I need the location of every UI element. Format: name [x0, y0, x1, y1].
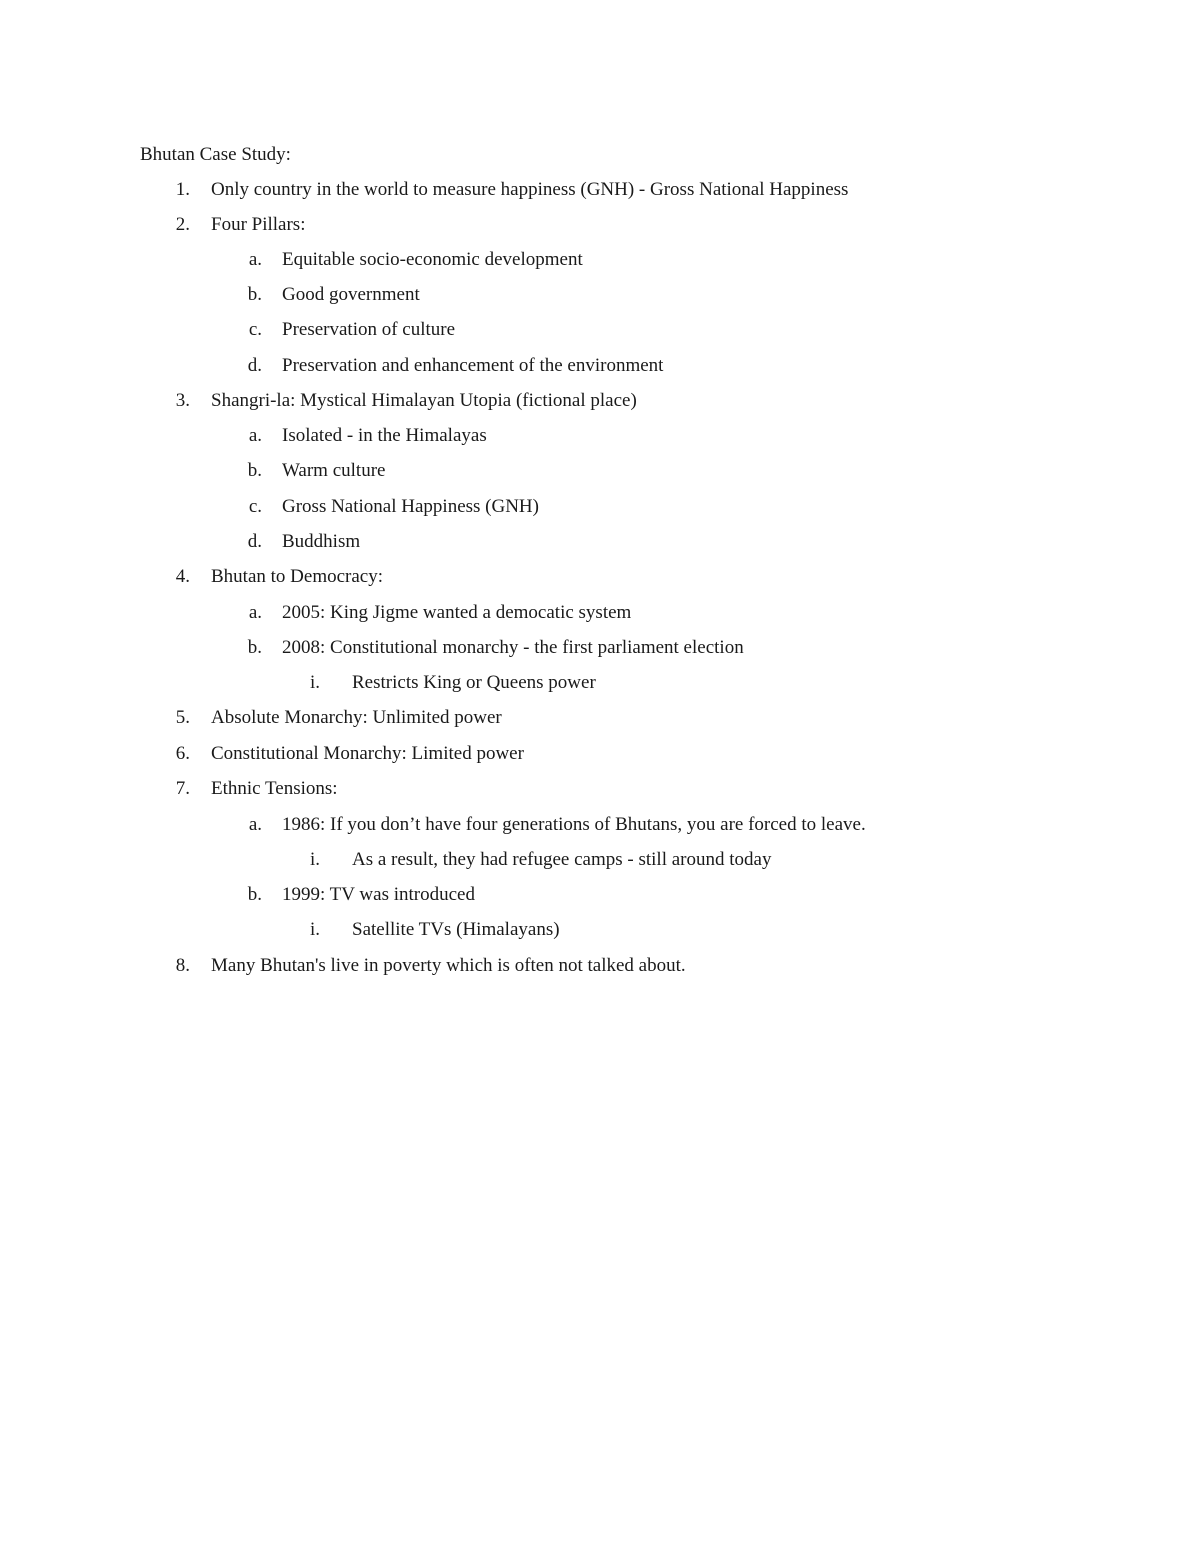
list-item: Constitutional Monarchy: Limited power [211, 743, 524, 764]
list-marker: b. [247, 637, 262, 658]
list-marker: a. [248, 602, 262, 623]
list-item: Isolated - in the Himalayas [282, 425, 487, 446]
list-item: 2008: Constitutional monarchy - the first parliament election [282, 637, 744, 658]
document-title: Bhutan Case Study: [140, 144, 291, 165]
list-item: Equitable socio-economic development [282, 249, 583, 270]
list-item: Preservation of culture [282, 319, 456, 340]
list-item: Satellite TVs (Himalayans) [352, 919, 560, 940]
list-marker: d. [247, 531, 262, 552]
list-item: Bhutan to Democracy: [211, 566, 384, 587]
list-item: Four Pillars: [211, 214, 306, 235]
list-item: Buddhism [282, 531, 361, 552]
list-item: Good government [282, 284, 420, 305]
list-marker: 5. [175, 707, 190, 728]
list-marker: i. [309, 849, 320, 870]
list-marker: 2. [175, 214, 190, 235]
list-marker: 1. [175, 179, 190, 200]
list-marker: b. [247, 460, 262, 481]
list-marker: a. [248, 814, 262, 835]
list-item: Absolute Monarchy: Unlimited power [211, 707, 502, 728]
list-item: 2005: King Jigme wanted a democatic system [282, 602, 632, 623]
list-item: Warm culture [282, 460, 386, 481]
list-item: Restricts King or Queens power [352, 672, 596, 693]
list-marker: 4. [175, 566, 190, 587]
list-item: Preservation and enhancement of the environment [282, 355, 664, 376]
list-marker: a. [248, 425, 262, 446]
list-marker: 7. [175, 778, 190, 799]
list-item: As a result, they had refugee camps - still around today [352, 849, 772, 870]
list-item: Only country in the world to measure happiness (GNH) - Gross National Happiness [211, 179, 849, 200]
list-marker: i. [309, 919, 320, 940]
list-marker: 6. [175, 743, 190, 764]
list-marker: b. [247, 884, 262, 905]
list-marker: d. [247, 355, 262, 376]
list-item: 1986: If you don’t have four generations of Bhutans, you are forced to leave. [282, 814, 866, 835]
list-item: Shangri-la: Mystical Himalayan Utopia (fictional place) [211, 390, 637, 411]
list-item: Ethnic Tensions: [211, 778, 338, 799]
list-marker: 8. [175, 955, 190, 976]
list-marker: 3. [175, 390, 190, 411]
list-marker: c. [248, 319, 262, 340]
list-item: Gross National Happiness (GNH) [282, 496, 539, 517]
list-marker: c. [248, 496, 262, 517]
list-marker: i. [309, 672, 320, 693]
list-marker: b. [247, 284, 262, 305]
list-item: 1999: TV was introduced [282, 884, 475, 905]
list-marker: a. [248, 249, 262, 270]
list-item: Many Bhutan's live in poverty which is often not talked about. [211, 955, 686, 976]
